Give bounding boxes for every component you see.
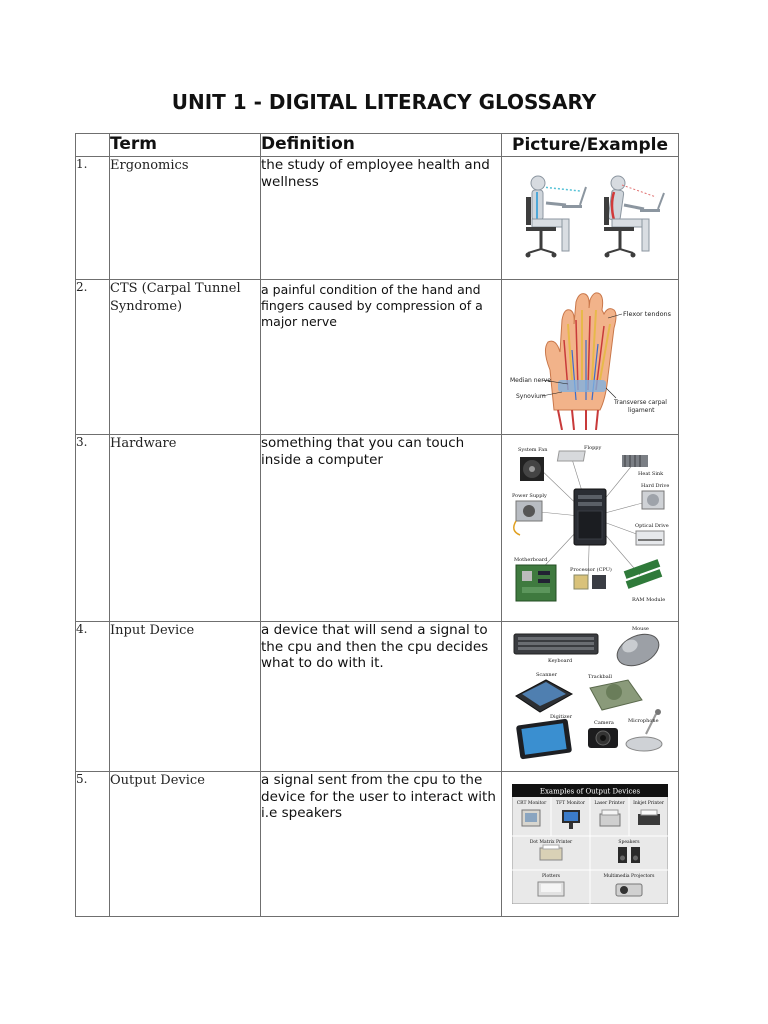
row-picture — [502, 772, 679, 917]
label-cpu: Processor (CPU) — [570, 567, 612, 573]
header-picture: Picture/Example — [502, 134, 679, 157]
label-mouse: Mouse — [632, 626, 649, 632]
label-floppy: Floppy — [584, 445, 602, 451]
label-fan: System Fan — [518, 447, 548, 453]
row-number: 4. — [76, 622, 110, 772]
table-row — [76, 280, 679, 435]
label-ligament-1: Transverse carpal — [614, 399, 667, 406]
table-row — [76, 622, 679, 772]
label-keyboard: Keyboard — [548, 658, 573, 664]
label-laser: Laser Printer — [594, 801, 625, 806]
row-number: 2. — [76, 280, 110, 435]
row-picture — [502, 157, 679, 280]
row-picture — [502, 435, 679, 622]
row-number: 3. — [76, 435, 110, 622]
hand-anatomy-illustration — [502, 280, 678, 430]
label-psu: Power Supply — [512, 493, 547, 499]
label-tft: TFT Monitor — [556, 801, 585, 806]
ergonomic-posture-illustration — [510, 157, 670, 267]
label-heatsink: Heat Sink — [638, 471, 664, 477]
label-scanner: Scanner — [536, 672, 557, 678]
table-row — [76, 772, 679, 917]
glossary-table — [75, 133, 679, 917]
label-crt: CRT Monitor — [516, 801, 547, 806]
computer-hardware-diagram — [510, 435, 670, 611]
label-optical: Optical Drive — [635, 523, 669, 529]
header-term: Term — [110, 134, 261, 157]
row-picture — [502, 622, 679, 772]
header-number — [76, 134, 110, 157]
label-ligament-2: ligament — [628, 407, 655, 414]
label-speakers: Speakers — [618, 840, 640, 845]
table-row — [76, 157, 679, 280]
label-inkjet: Inkjet Printer — [633, 801, 664, 806]
row-number: 5. — [76, 772, 110, 917]
row-definition: the study of employee health and wellness — [261, 157, 502, 280]
label-median: Median nerve — [510, 377, 551, 384]
page-title: UNIT 1 - DIGITAL LITERACY GLOSSARY — [171, 90, 597, 114]
label-plotters: Plotters — [542, 874, 560, 879]
header-definition: Definition — [261, 134, 502, 157]
label-camera: Camera — [594, 720, 614, 726]
table-row — [76, 435, 679, 622]
row-picture — [502, 280, 679, 435]
label-mic: Microphone — [628, 718, 659, 724]
row-term: CTS (Carpal Tunnel Syndrome) — [110, 280, 261, 435]
row-term: Output Device — [110, 772, 261, 917]
label-ram: RAM Module — [632, 597, 666, 603]
label-digitizer: Digitizer — [550, 714, 572, 720]
label-mobo: Motherboard — [514, 557, 548, 563]
label-dotmatrix: Dot Matrix Printer — [529, 840, 573, 845]
row-term: Ergonomics — [110, 157, 261, 280]
row-definition: a signal sent from the cpu to the device for the user to interact with i.e speakers — [261, 772, 502, 917]
seated-figure-left — [542, 187, 580, 191]
row-term: Hardware — [110, 435, 261, 622]
chart-header: Examples of Output Devices — [539, 787, 641, 796]
label-projectors: Multimedia Projectors — [603, 874, 655, 879]
table-header-row — [76, 134, 679, 157]
row-definition: something that you can touch inside a computer — [261, 435, 502, 622]
row-definition: a painful condition of the hand and fingers caused by compression of a major nerve — [261, 280, 502, 435]
input-devices-collage — [510, 622, 670, 762]
label-hdd: Hard Drive — [641, 483, 670, 489]
label-synovium: Synovium — [516, 393, 546, 400]
label-flexor: Flexor tendons — [623, 310, 672, 318]
label-trackball: Trackball — [588, 674, 612, 680]
row-term: Input Device — [110, 622, 261, 772]
output-devices-chart — [512, 784, 668, 904]
row-definition: a device that will send a signal to the cpu and then the cpu decides what to do with it. — [261, 622, 502, 772]
row-number: 1. — [76, 157, 110, 280]
